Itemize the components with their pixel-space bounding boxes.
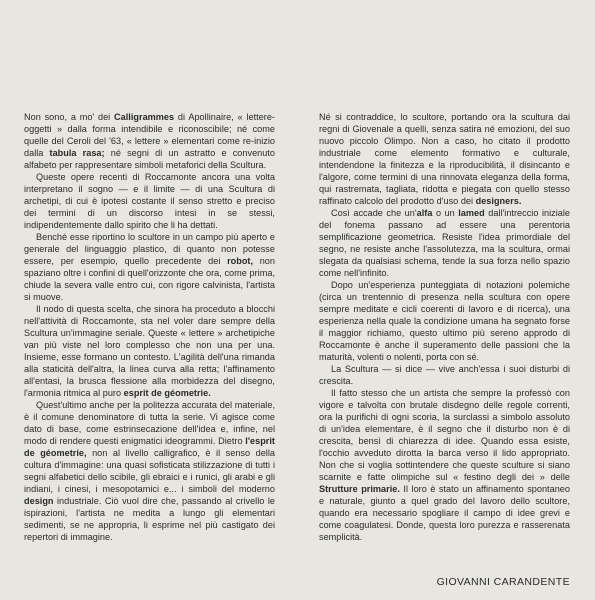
text-run: Non sono, a mo' dei bbox=[24, 112, 115, 122]
paragraph bbox=[24, 231, 275, 303]
paragraph bbox=[319, 363, 570, 387]
text-run: Il loro è stato un affinamento spontaneo e naturale, giunto a quel grado del lavoro dello scultore, quando era necessario spogliare il campo di idee grevi e come coagulatesi. Donde, questa loro purezza e rasserenata semplicità. bbox=[319, 484, 570, 542]
paragraph bbox=[24, 171, 275, 231]
paragraph bbox=[319, 387, 570, 543]
text-run: Queste opere recenti di Roccamonte ancora una volta interpretano il sogno — e il limite — di una Scultura di archetipi, di cui è ipotesi costante il senso stretto e preciso dei termini di un discorso intesi in se stessi, indipendentemente dallo spirito che li ha dettati. bbox=[24, 172, 275, 230]
text-run: di Apollinaire, « lettere-oggetti » dalla forma intendibile e riconoscibile; né come quelle del Ceroli del '63, « lettere » elementari come re-inizio dalla bbox=[24, 112, 275, 158]
bold-term: lamed bbox=[458, 208, 485, 218]
bold-term: robot, bbox=[227, 256, 254, 266]
text-run: Benché esse riportino lo scultore in un campo più aperto e generale del linguaggio plastico, di quanto non potesse essere, per esempio, quello precedente dei bbox=[24, 232, 275, 266]
text-run: La Scultura — si dice — vive anch'essa i suoi disturbi di crescita. bbox=[319, 364, 570, 386]
bold-term: l'esprit de géometrie, bbox=[24, 436, 275, 458]
author-signature: GIOVANNI CARANDENTE bbox=[436, 576, 570, 588]
bold-term: esprit de géometrie. bbox=[123, 388, 211, 398]
bold-term: tabula rasa; bbox=[49, 148, 105, 158]
bold-term: Strutture primarie. bbox=[319, 484, 400, 494]
left-text-column bbox=[24, 111, 275, 543]
bold-term: design bbox=[24, 496, 54, 506]
text-run: né segni di un astratto e convenuto alfabeto per rappresentare simboli metaforici della Scultura. bbox=[24, 148, 275, 170]
paragraph bbox=[24, 399, 275, 543]
text-run: Quest'ultimo anche per la politezza accurata del materiale, è il comune denominatore di tutta la serie. Vi agisce come dato di base, come estrinsecazione dell'idea e, infine, nel modo di rendere questi enigmatici ideogrammi. Dietro bbox=[24, 400, 275, 446]
bold-term: alfa bbox=[416, 208, 433, 218]
text-run: dall'intreccio iniziale del fonema passano ad essere una perentoria semplificazione geometrica. Resiste l'idea primordiale del segno, ne resiste anche l'assolutezza, ma la scultura, ormai slegata da qualsiasi schema, tende la sua forza nello spazio come nell'infinito. bbox=[319, 208, 571, 278]
bold-term: Calligrammes bbox=[114, 112, 175, 122]
text-run: non al livello calligrafico, è il senso della cultura d'immagine: una quasi sofisticata stilizzazione di tutti i segni alfabetici dello scibile, gli ebraici e i runici, gli arabi e gli indiani, i cinesi, i mesopotamici e... i simboli del moderno bbox=[24, 448, 275, 494]
paragraph bbox=[319, 207, 570, 279]
paragraph bbox=[319, 111, 570, 207]
text-run: Il nodo di questa scelta, che sinora ha proceduto a blocchi nell'attività di Roccamonte, sta nel voler dare sempre della Scultura un'immagine seriale. Queste « lettere » archetipiche van più viste nel loro complesso che non una per una. Insieme, esse formano un contesto. L'agilità dell'una rimanda alla staticità dell'altra, la linea curva alla retta; l'affinamento all'entasi, la brusca flessione alla morbidezza del disegno, l'armonia ritmica al puro bbox=[24, 304, 275, 398]
text-run: industriale. Ciò vuol dire che, passando al crivello le ispirazioni, l'artista ne medita a lungo gli elementari sedimenti, se ne appropria, li esprime nel più castigato dei repertori di immagine. bbox=[24, 496, 275, 542]
paragraph bbox=[319, 279, 570, 363]
paragraph bbox=[24, 111, 275, 171]
text-run: o un bbox=[432, 208, 459, 218]
text-run: non spaziano oltre i confini di quell'orizzonte che ora, come prima, chiude la severa valle entro cui, con rigore calvinista, l'artista si muove. bbox=[24, 256, 275, 302]
paragraph bbox=[24, 303, 275, 399]
right-text-column bbox=[319, 111, 570, 543]
text-run: Così accade che un' bbox=[331, 208, 417, 218]
text-run: Né si contraddice, lo scultore, portando ora la scultura dai regni di Giovenale a quelli, senza satira né emozioni, del suo nuovo piccolo Olimpo. Non a caso, ho citato il prodotto industriale come elemento formativo e culturale, intendendone la finitezza e la riproducibilità, il disincanto e l'algore, come termini di una rinnovata eleganza della forma, qui rastremata, tagliata, ridotta e piegata con quello stesso raffinato calcolo del prodotto d'uso dei bbox=[319, 112, 570, 206]
text-run: Il fatto stesso che un artista che sempre la professò con vigore e talvolta con brutale disdegno delle regole correnti, ora la purifichi di ogni scoria, la surclassi a simbolo assoluto di un'idea elementare, è il segno che il disturbo non è di crescita, bensì di chiarezza di idee. Quando essa esiste, l'occhio avveduto dirotta la barca verso il lido appropriato. Non che si voglia sottintendere che queste sculture si siano scarnite e fatte olimpiche sul « festino degli dei » delle bbox=[319, 388, 570, 482]
text-run: Dopo un'esperienza punteggiata di notazioni polemiche (circa un trentennio di presenza nella scultura con opere sempre meditate e cicli coerenti di lavoro e di ricerca), una esperienza nella quale la condizione umana ha segnato forse il maggior richiamo, questo ultimo più sereno approdo di Roccamonte è anche il superamento delle passioni che la maturità, volenti o nolenti, porta con sé. bbox=[319, 280, 570, 362]
bold-term: designers. bbox=[475, 196, 522, 206]
